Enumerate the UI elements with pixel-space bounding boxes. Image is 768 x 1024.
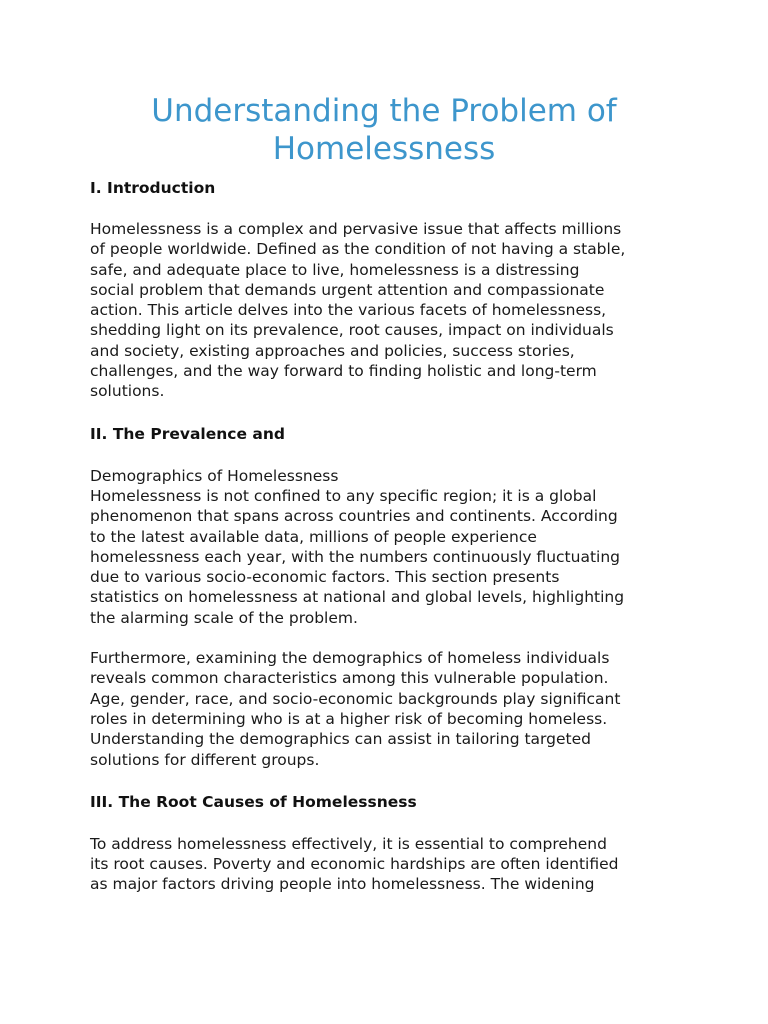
paragraph-prevalence: Homelessness is not confined to any specific region; it is a global phenomenon that spans across countries and continents. According to the latest available data, millions of people experience homelessness each year, with the numbers continuously fluctuating due to various socio-economic factors. This section presents statistics on homelessness at national and global levels, highlighting the alarming scale of the problem. [90,486,625,627]
paragraph-introduction: Homelessness is a complex and pervasive issue that affects millions of people worldwide. Defined as the condition of not having a stable, safe, and adequate place to live, homelessness is a distressing social problem that demands urgent attention and compassionate action. This article delves into the various facets of homelessness, shedding light on its prevalence, root causes, impact on individuals and society, existing approaches and policies, success stories, challenges, and the way forward to finding holistic and long-term solutions. [90,220,626,401]
paragraph-root-causes: To address homelessness effectively, it is essential to comprehend its root causes. Poverty and economic hardships are often identified as major factors driving people into homelessness. The widening [90,834,619,894]
section-heading-root-causes: III. The Root Causes of Homelessness [90,792,417,811]
document-title: Understanding the Problem of Homelessness [151,93,617,167]
section-heading-prevalence: II. The Prevalence and [90,424,285,443]
section-heading-introduction: I. Introduction [90,179,216,197]
document-page [90,92,690,895]
subheading-demographics: Demographics of Homelessness [90,466,339,485]
paragraph-demographics: Furthermore, examining the demographics of homeless individuals reveals common characteristics among this vulnerable population. Age, gender, race, and socio-economic backgrounds play significant roles in determining who is at a higher risk of becoming homeless. Understanding the demographics can assist in tailoring targeted solutions for different groups. [90,649,621,769]
